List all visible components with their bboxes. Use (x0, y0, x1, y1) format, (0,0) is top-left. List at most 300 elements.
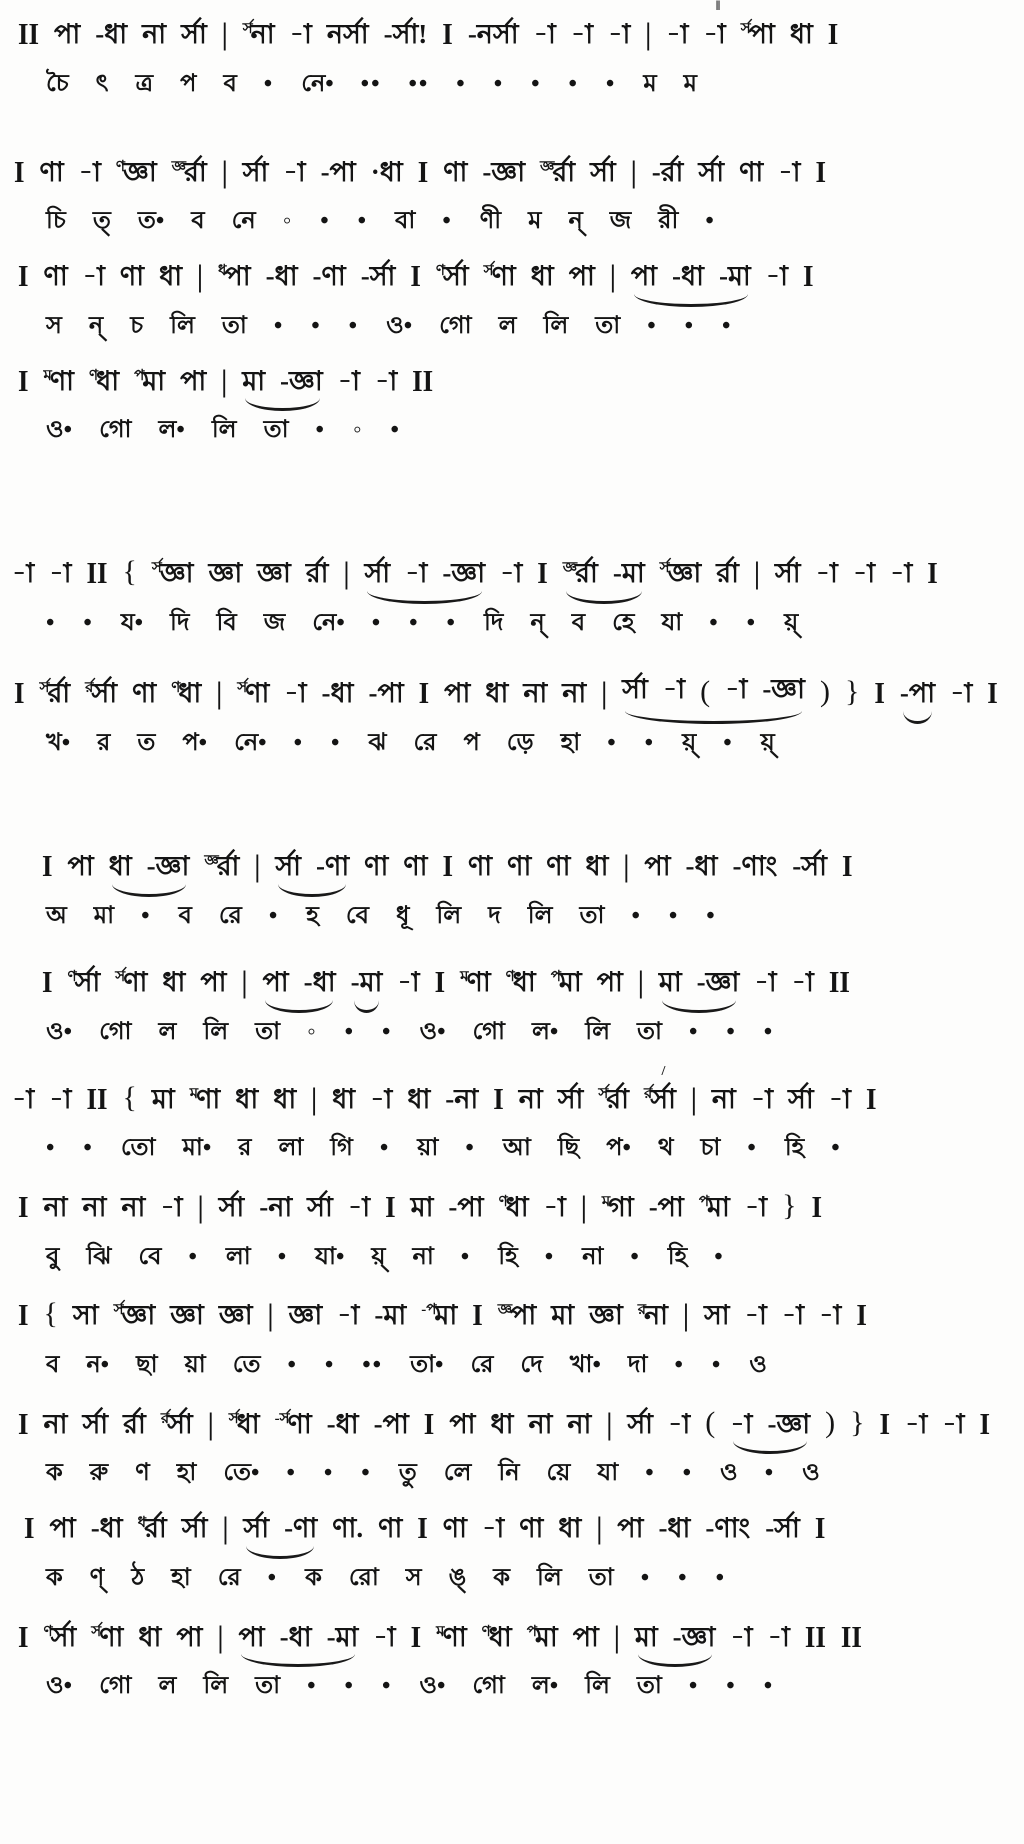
main-note-text: | (580, 1190, 587, 1224)
note-token (142, 18, 166, 52)
note-token (219, 1299, 253, 1333)
bar-line (424, 1405, 435, 1443)
beat-dot: • (330, 729, 342, 756)
grace-note: র্স (659, 559, 670, 576)
slur-tie-group (351, 966, 383, 1000)
main-note-text: | (690, 1081, 697, 1116)
note-token (82, 1408, 108, 1442)
lyric-syllable: হা (560, 729, 581, 756)
notation-system (12, 1512, 1014, 1593)
note-token (44, 1408, 68, 1442)
notation-row (12, 1404, 1014, 1442)
note-token (384, 18, 428, 52)
main-note-text: না (644, 1300, 668, 1331)
main-note-text: | (267, 1298, 274, 1332)
bar-line (42, 964, 53, 1002)
bar-line (754, 555, 760, 593)
bar-line (829, 964, 850, 1002)
beat-dot: •• (360, 70, 382, 97)
main-note-text: | (221, 17, 228, 51)
grace-note: র্স (151, 559, 162, 576)
main-note-text: -না (445, 1083, 479, 1114)
note-token (407, 1083, 430, 1117)
note-token (116, 156, 157, 190)
note-token (792, 850, 827, 884)
lyrics-row (12, 416, 1014, 445)
bar-line (222, 154, 228, 192)
bar-line (805, 1619, 826, 1657)
beat-dot: • (273, 312, 285, 339)
main-note-text: ) (825, 1405, 836, 1439)
note-token (766, 260, 788, 294)
lyric-syllable: ণ্ (89, 1564, 105, 1591)
main-note-text: -পা (368, 678, 404, 709)
note-token (484, 260, 516, 294)
main-note-text: র্রা (216, 850, 240, 881)
note-token (613, 557, 645, 591)
note-token (89, 365, 119, 399)
bar-line (638, 964, 644, 1002)
main-note-text: পা (572, 1621, 599, 1652)
note-token (745, 1299, 767, 1333)
note-token (123, 1408, 146, 1442)
main-note-text: I (417, 154, 429, 189)
lyric-syllable: না (412, 1243, 434, 1270)
note-token (304, 966, 336, 1000)
slur-tie-group (730, 1408, 810, 1442)
beat-dot: •• (408, 70, 430, 97)
main-note-text: ণা (403, 850, 428, 881)
main-note-text: I (42, 965, 53, 1000)
main-note-text: I (423, 1406, 435, 1441)
note-token (159, 260, 182, 294)
note-token (262, 966, 288, 1000)
main-note-text: I (18, 1298, 29, 1332)
beat-dot: • (706, 902, 717, 929)
brace-mark (122, 1079, 136, 1117)
main-note-text: -ধা (658, 1513, 691, 1544)
note-token (673, 1621, 716, 1655)
lyric-syllable: ন্ (88, 312, 104, 339)
main-note-text: পা (444, 678, 471, 709)
main-note-text: জ্ঞা (121, 1300, 156, 1331)
lyric-syllable: ও• (419, 1019, 446, 1046)
beat-dot: ◦ (352, 417, 364, 444)
note-token (280, 365, 323, 399)
main-note-text: I (14, 154, 25, 189)
note-token (544, 1191, 566, 1225)
slur-tie-group (262, 966, 335, 1000)
main-note-text: র্সা (774, 557, 801, 588)
lyrics-row (12, 207, 1014, 236)
note-token (659, 966, 682, 1000)
beat-dot: • (605, 70, 617, 97)
note-token (243, 1512, 269, 1546)
main-note-text: -া (347, 1191, 371, 1222)
lyric-syllable: ল (498, 312, 517, 339)
note-token (551, 1299, 574, 1333)
note-token (468, 18, 519, 52)
main-note-text: র্সা (218, 1191, 245, 1222)
lyric-syllable: হি (667, 1243, 688, 1270)
note-token (442, 557, 485, 591)
lyric-syllable: রে (218, 902, 242, 929)
note-token (942, 1408, 964, 1442)
main-note-text: র্রা (47, 678, 71, 709)
lyric-syllable: ল (158, 1673, 177, 1700)
notation-row (12, 673, 1014, 711)
main-note-text: -মা (350, 967, 383, 998)
note-token (161, 1408, 193, 1442)
lyric-syllable: স (405, 1564, 422, 1591)
grace-note: র্স (113, 1302, 124, 1319)
main-note-text: ধা (512, 967, 536, 998)
main-note-text: | (683, 1298, 689, 1332)
grace-note: জ্ঞ (562, 559, 578, 576)
beat-dot: • (763, 1673, 775, 1700)
lyric-syllable: ত (137, 729, 156, 756)
main-note-text: I (417, 1511, 428, 1545)
main-note-text: -ধা (303, 967, 336, 998)
note-token (663, 673, 685, 711)
main-note-text: -পা (373, 1408, 409, 1439)
main-note-text: -া (730, 1621, 753, 1652)
notation-system (12, 1063, 1014, 1163)
lyric-syllable: বি (216, 609, 237, 636)
beat-dot: • (344, 1673, 355, 1700)
bar-line (815, 1510, 826, 1548)
slur-tie-group (109, 850, 190, 884)
note-token (819, 1299, 841, 1333)
main-note-text: I (42, 848, 53, 883)
lyric-syllable: ঙ্ (448, 1564, 467, 1591)
beat-dot: • (726, 1673, 737, 1700)
slur-tie-group (563, 557, 645, 591)
main-note-text: -জ্ঞা (767, 1408, 811, 1439)
main-note-text: র্সা (590, 156, 616, 187)
beat-dot: • (323, 1460, 335, 1487)
main-note-text: -া (905, 1408, 928, 1439)
main-note-text: সা (703, 1300, 730, 1331)
lyric-syllable: বা (395, 208, 416, 235)
lyrics-row (12, 1564, 1014, 1593)
main-note-text: ণা (442, 1621, 467, 1652)
main-note-text: ধা (236, 1408, 260, 1439)
note-token (703, 0, 726, 52)
lyric-syllable: বে (138, 1243, 162, 1270)
note-token (421, 1299, 457, 1333)
main-note-text: ধা (530, 261, 554, 292)
note-token (12, 557, 34, 591)
main-note-text: -র্সা (765, 1513, 800, 1544)
main-note-text: -র্সা (360, 261, 396, 292)
bar-line (198, 1189, 204, 1227)
lyric-syllable: ল• (531, 1019, 559, 1046)
grace-note: জ্ঞ (497, 1302, 513, 1319)
main-note-text: না (82, 1191, 107, 1222)
main-note-text: -া (283, 156, 306, 187)
lyric-syllable: দি (170, 609, 190, 636)
bar-line (606, 1405, 612, 1443)
grace-note: র্স (91, 1623, 102, 1640)
main-note-text: পা (67, 850, 94, 881)
note-token (275, 850, 301, 884)
main-note-text: -া (730, 1408, 753, 1439)
bar-line (631, 154, 637, 192)
note-token (44, 1621, 77, 1655)
main-note-text: র্রা (552, 156, 576, 187)
note-token (182, 1512, 208, 1546)
main-note-text: পা (748, 19, 775, 49)
main-note-text: -া (703, 19, 726, 49)
notation-system (12, 673, 1014, 757)
lyric-syllable: গো (99, 417, 132, 444)
lyric-syllable: দে (520, 1351, 543, 1378)
grace-note: জ্ঞ (540, 158, 555, 175)
note-token (635, 1621, 658, 1655)
note-token (12, 1083, 34, 1117)
beat-dot: • (390, 417, 401, 444)
notation-row (12, 966, 1014, 1000)
note-token (218, 260, 251, 294)
lyrics-row (12, 312, 1014, 341)
beat-dot: • (409, 609, 420, 636)
bar-line (411, 1619, 422, 1657)
main-note-text: ণা (739, 156, 764, 187)
bar-line (442, 16, 453, 54)
grace-note: জ্ঞ (204, 852, 219, 869)
main-note-text: ধা (505, 1191, 529, 1222)
note-token (190, 1083, 221, 1117)
lyric-syllable: চৈ (46, 70, 69, 97)
main-note-text: ণা (49, 365, 75, 396)
lyric-syllable: ম (528, 208, 542, 235)
note-token (569, 260, 595, 294)
note-token (172, 156, 207, 190)
lyric-syllable: ব (191, 208, 205, 235)
note-token (91, 1512, 123, 1546)
main-note-text: মা (634, 1621, 658, 1652)
main-note-text: -নর্সা (467, 19, 519, 49)
bar-line (866, 1081, 877, 1119)
note-token (44, 260, 68, 294)
note-token (290, 18, 312, 52)
main-note-text: I (814, 1511, 826, 1545)
grace-note: ণ (481, 1623, 491, 1640)
lyric-syllable: ধূ (395, 902, 410, 929)
lyric-syllable: তা• (410, 1351, 444, 1378)
main-note-text: -া (337, 365, 360, 396)
bar-line (24, 1510, 35, 1548)
lyric-syllable: ছা (136, 1351, 158, 1378)
note-token (468, 850, 492, 884)
main-note-text: ধা (162, 967, 186, 998)
lyric-syllable: ন্ (568, 208, 583, 235)
main-note-text: মা (434, 1300, 458, 1331)
bar-line (472, 1297, 483, 1335)
grace-note: র্স (237, 680, 248, 697)
main-note-text: -া (890, 557, 913, 588)
beat-dot: • (83, 1135, 94, 1162)
beat-dot: • (723, 729, 734, 756)
bar-line (691, 1081, 697, 1119)
lyric-syllable: প (180, 70, 197, 97)
pause-mark-icon: ‖ (715, 0, 721, 14)
note-token (590, 156, 616, 190)
lyrics-row (12, 1672, 1014, 1701)
main-note-text: -জ্ঞা (762, 674, 805, 705)
main-note-text: -া (662, 674, 686, 705)
beat-dot: •• (362, 1351, 384, 1378)
beat-dot: • (141, 902, 152, 929)
beat-dot: • (544, 1243, 556, 1270)
bar-line (221, 363, 227, 401)
note-token (519, 1512, 543, 1546)
bar-line (812, 1189, 823, 1227)
note-token (307, 1191, 333, 1225)
bar-line (417, 1510, 428, 1548)
note-token (523, 677, 547, 711)
main-note-text: | (601, 676, 608, 710)
main-note-text: I (472, 1298, 483, 1332)
lyric-syllable: লি (211, 417, 237, 444)
main-note-text: | (207, 1406, 214, 1441)
main-note-text: র্সা (698, 156, 725, 187)
bar-line (803, 258, 814, 296)
note-token (704, 1299, 730, 1333)
notation-row (12, 850, 1014, 884)
lyric-syllable: ও• (46, 417, 73, 444)
main-note-text: -া (543, 1191, 566, 1222)
grace-note: জ্ঞ (171, 158, 187, 175)
main-note-text: | (217, 1619, 224, 1654)
main-note-text: | (596, 1511, 603, 1545)
lyric-syllable: ল• (531, 1673, 559, 1700)
main-note-text: ধা (407, 1083, 431, 1114)
note-token (778, 156, 800, 190)
bar-line (435, 964, 446, 1002)
beat-dot: • (307, 1673, 318, 1700)
note-token (562, 677, 586, 711)
main-note-text: I (434, 965, 446, 1000)
beat-dot: • (382, 1019, 393, 1046)
main-note-text: র্সা (74, 967, 101, 998)
note-token (768, 1621, 790, 1655)
main-note-text: জ্ঞা (667, 557, 702, 588)
note-token (200, 966, 226, 1000)
grace-note: ণ (89, 367, 99, 384)
main-note-text: -মা (374, 1300, 407, 1331)
lyric-syllable: লি (527, 902, 553, 929)
main-note-text: -া (160, 1191, 183, 1222)
note-token (444, 677, 470, 711)
bar-line (610, 258, 616, 296)
lyric-syllable: ও• (46, 1673, 73, 1700)
bar-line (581, 1189, 587, 1227)
note-token (719, 260, 751, 294)
lyrics-row (12, 1134, 1014, 1163)
note-token (527, 1621, 558, 1655)
main-note-text: I (18, 259, 29, 293)
note-token (403, 850, 427, 884)
grace-note: প (550, 969, 561, 986)
main-note-text: | (609, 259, 616, 293)
notation-row (12, 156, 1014, 190)
note-token (411, 1191, 434, 1225)
beat-dot: • (668, 902, 680, 929)
note-token (558, 1083, 584, 1117)
bar-line (623, 848, 629, 886)
note-token (132, 677, 156, 711)
lyric-syllable: আ (502, 1135, 531, 1162)
main-note-text: ণা (245, 678, 270, 709)
note-token (351, 966, 383, 1000)
note-token (283, 156, 305, 190)
note-token (528, 1408, 552, 1442)
note-token (85, 677, 117, 711)
main-note-text: মা (534, 1621, 558, 1652)
main-note-text: I (811, 1190, 823, 1224)
main-note-text: -ধা (685, 850, 718, 881)
note-token (338, 365, 360, 399)
note-token (322, 677, 354, 711)
lyric-syllable: লি (543, 312, 569, 339)
note-token (436, 260, 469, 294)
lyric-syllable: য• (120, 609, 144, 636)
note-token (716, 557, 739, 591)
lyric-syllable: ন• (86, 1351, 110, 1378)
main-note-text: -মা (612, 557, 645, 588)
notation-system (12, 1621, 1014, 1702)
beat-dot: • (682, 1460, 694, 1487)
lyric-syllable: তা (579, 902, 605, 929)
grace-note: ম (601, 1193, 611, 1210)
beat-dot: • (465, 1135, 476, 1162)
bar-line (18, 363, 29, 401)
lyric-syllable: ব (46, 1351, 60, 1378)
main-note-text: পা (449, 1408, 476, 1439)
lyric-syllable: গো (99, 1673, 132, 1700)
note-token (273, 1083, 296, 1117)
lyrics-row (12, 1018, 1014, 1047)
main-note-text: -পা (448, 1191, 484, 1222)
lyrics-row (12, 729, 1014, 758)
note-token (49, 1083, 71, 1117)
main-note-text: -া (725, 674, 748, 705)
main-note-text: -জ্ঞা (482, 156, 526, 187)
lyric-syllable: তু (398, 1460, 417, 1487)
beat-dot: • (715, 1564, 726, 1591)
main-note-text: র্সা (442, 261, 469, 292)
lyric-syllable: গো (472, 1019, 505, 1046)
note-token (905, 1408, 927, 1442)
main-note-text: -ণা (316, 850, 350, 881)
main-note-text: II (412, 363, 434, 398)
note-token (853, 557, 875, 591)
note-token (371, 156, 403, 190)
beat-dot: • (831, 1135, 842, 1162)
lyric-syllable: ত• (137, 208, 165, 235)
slur-tie-group (659, 966, 740, 1000)
main-note-text: -ণাং (732, 850, 778, 881)
bar-line (683, 1297, 689, 1335)
main-note-text: -ণা (312, 261, 346, 292)
grace-note: র্স (39, 680, 50, 697)
main-note-text: পা (630, 261, 657, 292)
beat-dot: • (348, 312, 360, 339)
notation-system (12, 156, 1014, 237)
main-note-text: গা (608, 1191, 634, 1222)
